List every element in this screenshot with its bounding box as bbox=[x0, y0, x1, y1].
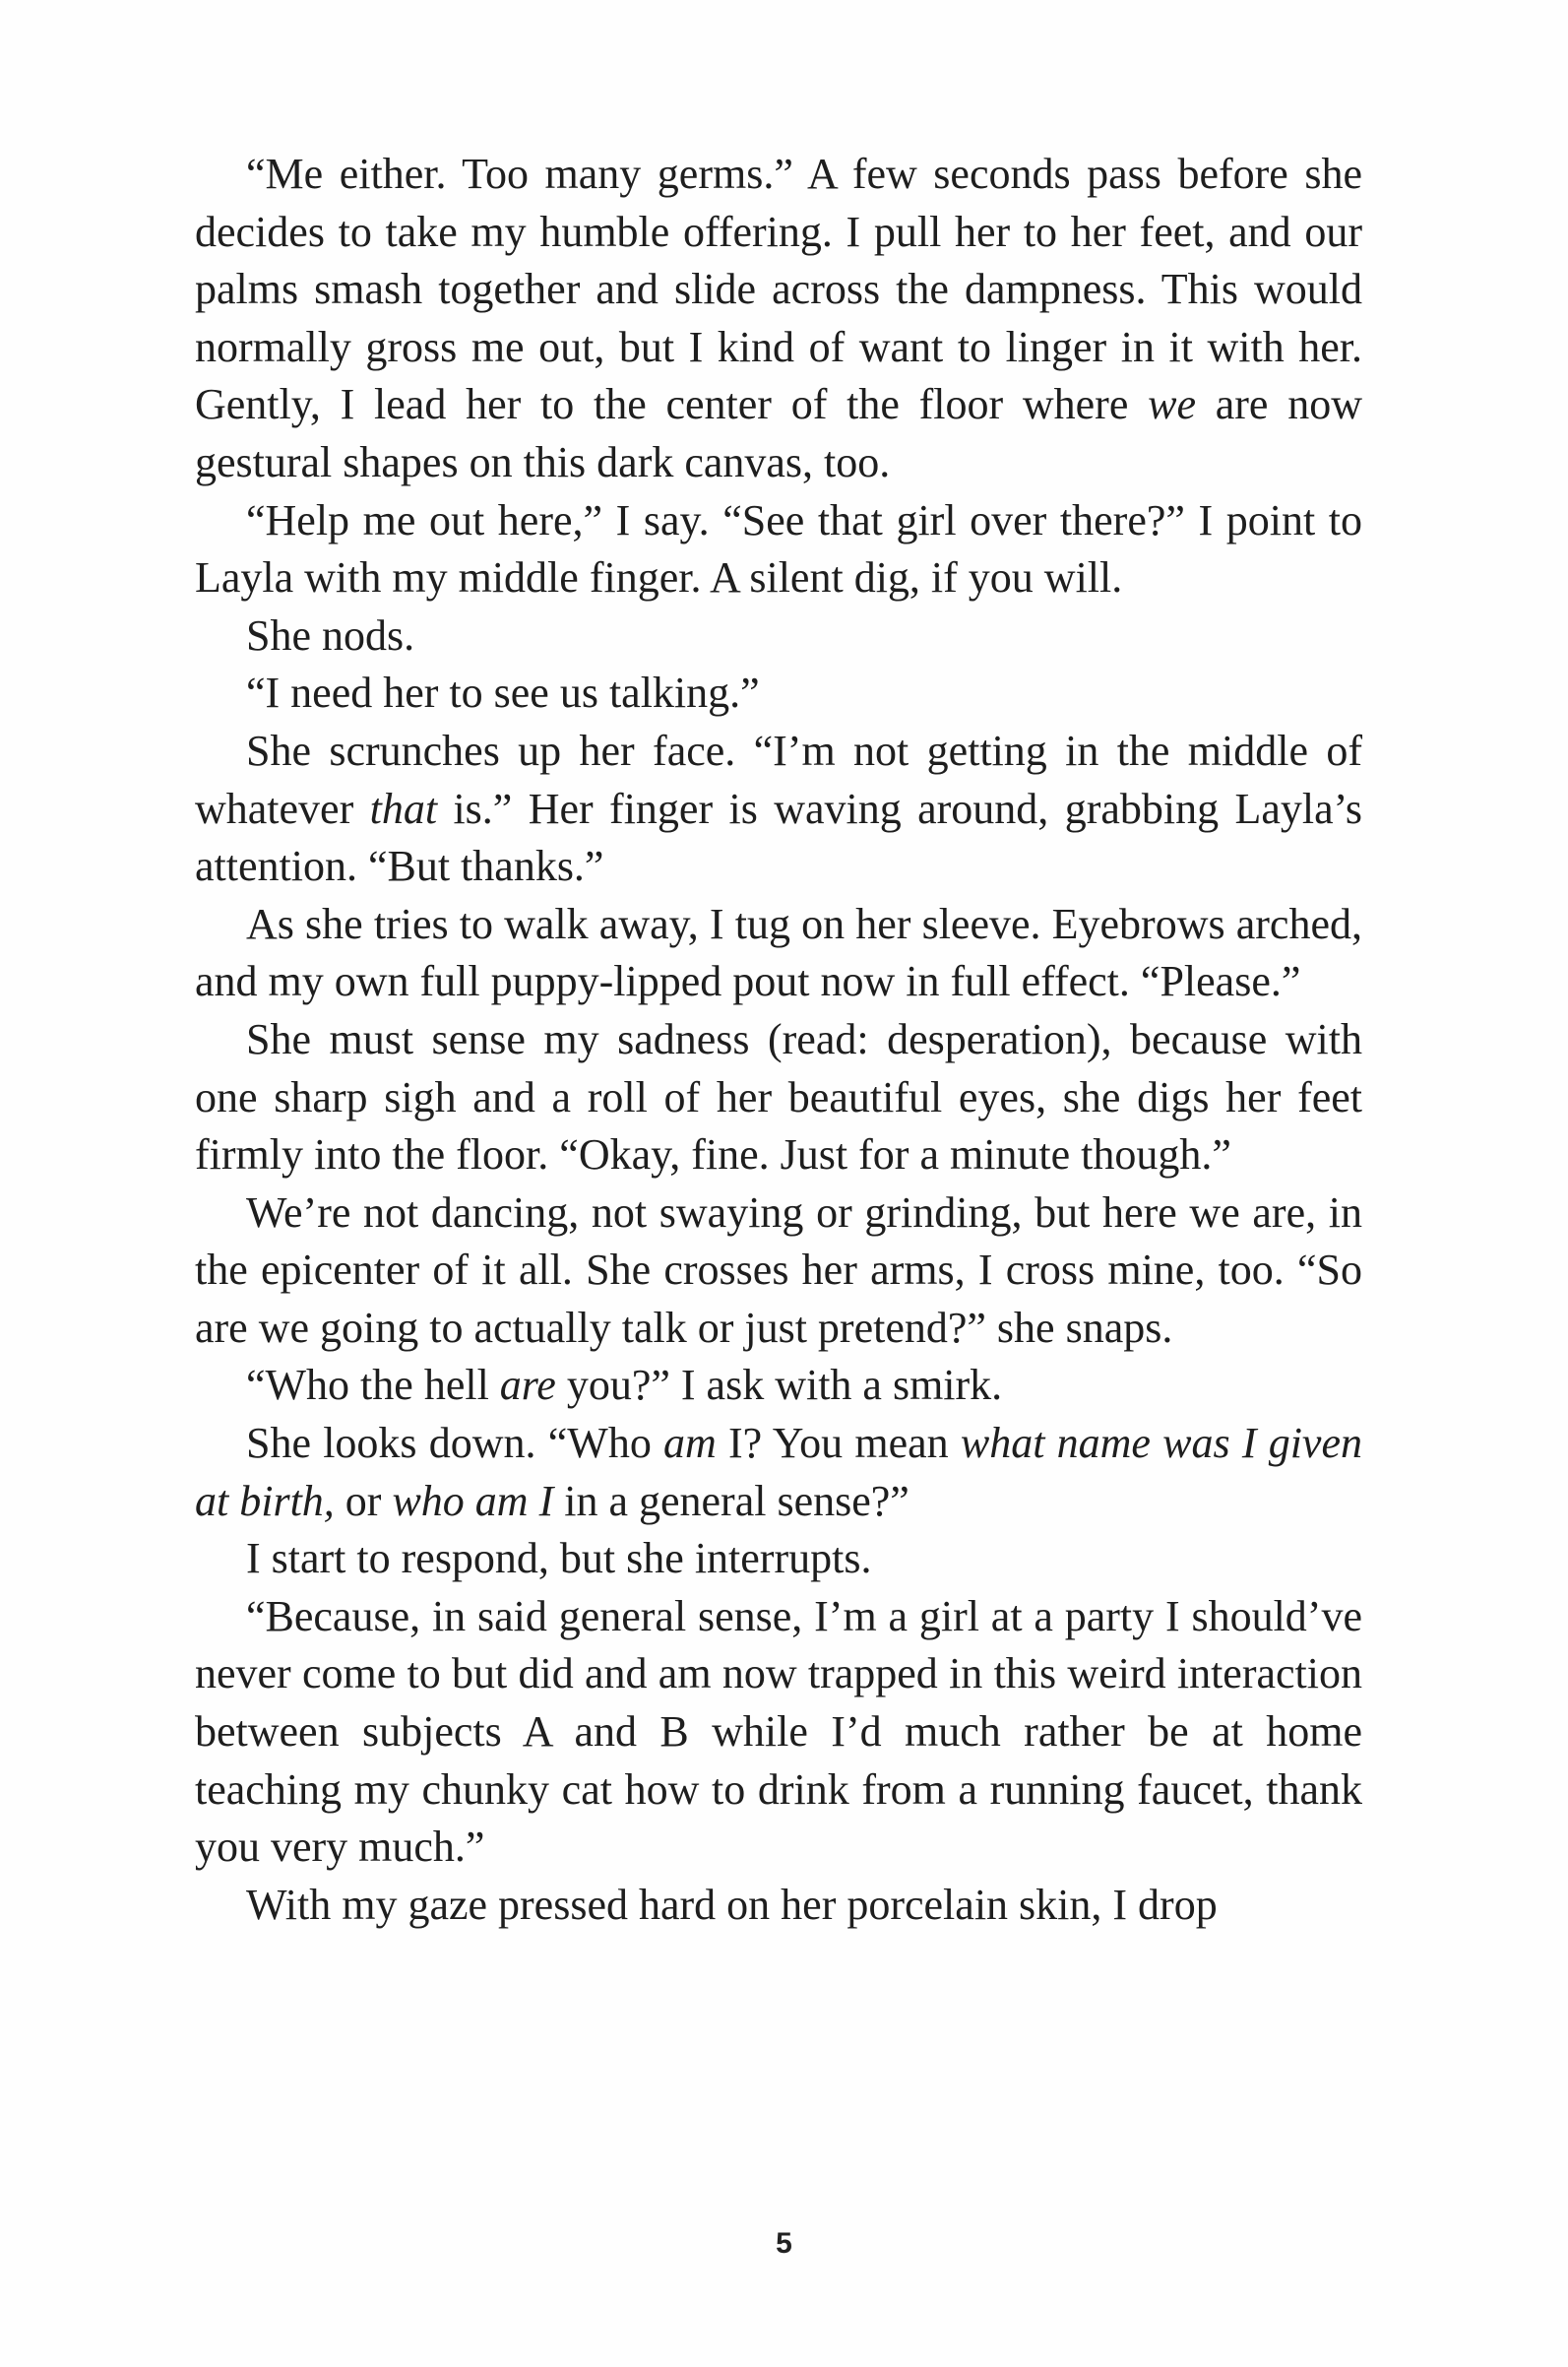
body-text bbox=[195, 146, 1362, 1934]
italic-run: what name was I given at birth, bbox=[195, 1419, 1362, 1525]
paragraph bbox=[195, 723, 1362, 896]
text-run: you?” I ask with a smirk. bbox=[555, 1361, 1003, 1410]
italic-run: are bbox=[499, 1361, 556, 1410]
text-run: As she tries to walk away, I tug on her sleeve. Eyebrows arched, and my own full puppy-lipped pout now in full effect. “Please.” bbox=[195, 899, 1362, 1006]
paragraph bbox=[195, 1357, 1362, 1415]
italic-run: we bbox=[1148, 380, 1196, 429]
text-run: “Who the hell bbox=[246, 1361, 500, 1410]
text-run: She scrunches up her face. “I’m not getting in the middle of whatever bbox=[195, 726, 1362, 833]
text-run: I? You mean bbox=[716, 1419, 961, 1468]
text-run: “Because, in said general sense, I’m a girl at a party I should’ve never come to but did and am now trapped in this weird interaction between subjects A and B while I’d much rather be at home teaching my chunky cat how to drink from a running faucet, thank you very much.” bbox=[195, 1591, 1362, 1872]
text-run: I start to respond, but she interrupts. bbox=[246, 1534, 872, 1583]
paragraph bbox=[195, 1588, 1362, 1877]
text-run: are now gestural shapes on this dark canvas, too. bbox=[195, 380, 1362, 486]
paragraph bbox=[195, 896, 1362, 1011]
paragraph bbox=[195, 608, 1362, 666]
text-run: She nods. bbox=[246, 610, 415, 660]
italic-run: am bbox=[663, 1419, 717, 1468]
text-run: We’re not dancing, not swaying or grinding, but here we are, in the epicenter of it all. She crosses her arms, I cross mine, too. “So are we going to actually talk or just pretend?” she snaps. bbox=[195, 1187, 1362, 1352]
page-number: 5 bbox=[776, 2227, 792, 2260]
text-run: “Me either. Too many germs.” A few seconds pass before she decides to take my humble offering. I pull her to her feet, and our palms smash together and slide across the dampness. This would normally gross me out, but I kind of want to linger in it with her. Gently, I lead her to the center of the floor where bbox=[195, 150, 1362, 429]
paragraph bbox=[195, 1184, 1362, 1358]
paragraph bbox=[195, 1530, 1362, 1588]
paragraph bbox=[195, 1877, 1362, 1935]
paragraph bbox=[195, 665, 1362, 723]
text-run: She looks down. “Who bbox=[246, 1419, 664, 1468]
paragraph bbox=[195, 146, 1362, 492]
text-run: is.” Her finger is waving around, grabbing Layla’s attention. “But thanks.” bbox=[195, 784, 1362, 891]
paragraph bbox=[195, 1011, 1362, 1184]
text-run: With my gaze pressed hard on her porcelain skin, I drop bbox=[246, 1880, 1218, 1929]
text-run: She must sense my sadness (read: desperation), because with one sharp sigh and a roll of her beautiful eyes, she digs her feet firmly into the floor. “Okay, fine. Just for a minute though.” bbox=[195, 1014, 1362, 1180]
text-run: “I need her to see us talking.” bbox=[246, 669, 760, 718]
paragraph bbox=[195, 492, 1362, 608]
italic-run: who am I bbox=[392, 1476, 554, 1525]
text-run: in a general sense?” bbox=[553, 1476, 909, 1525]
text-run: or bbox=[334, 1476, 393, 1525]
text-run: “Help me out here,” I say. “See that girl over there?” I point to Layla with my middle finger. A silent dig, if you will. bbox=[195, 495, 1362, 603]
italic-run: that bbox=[369, 784, 438, 833]
paragraph bbox=[195, 1415, 1362, 1530]
